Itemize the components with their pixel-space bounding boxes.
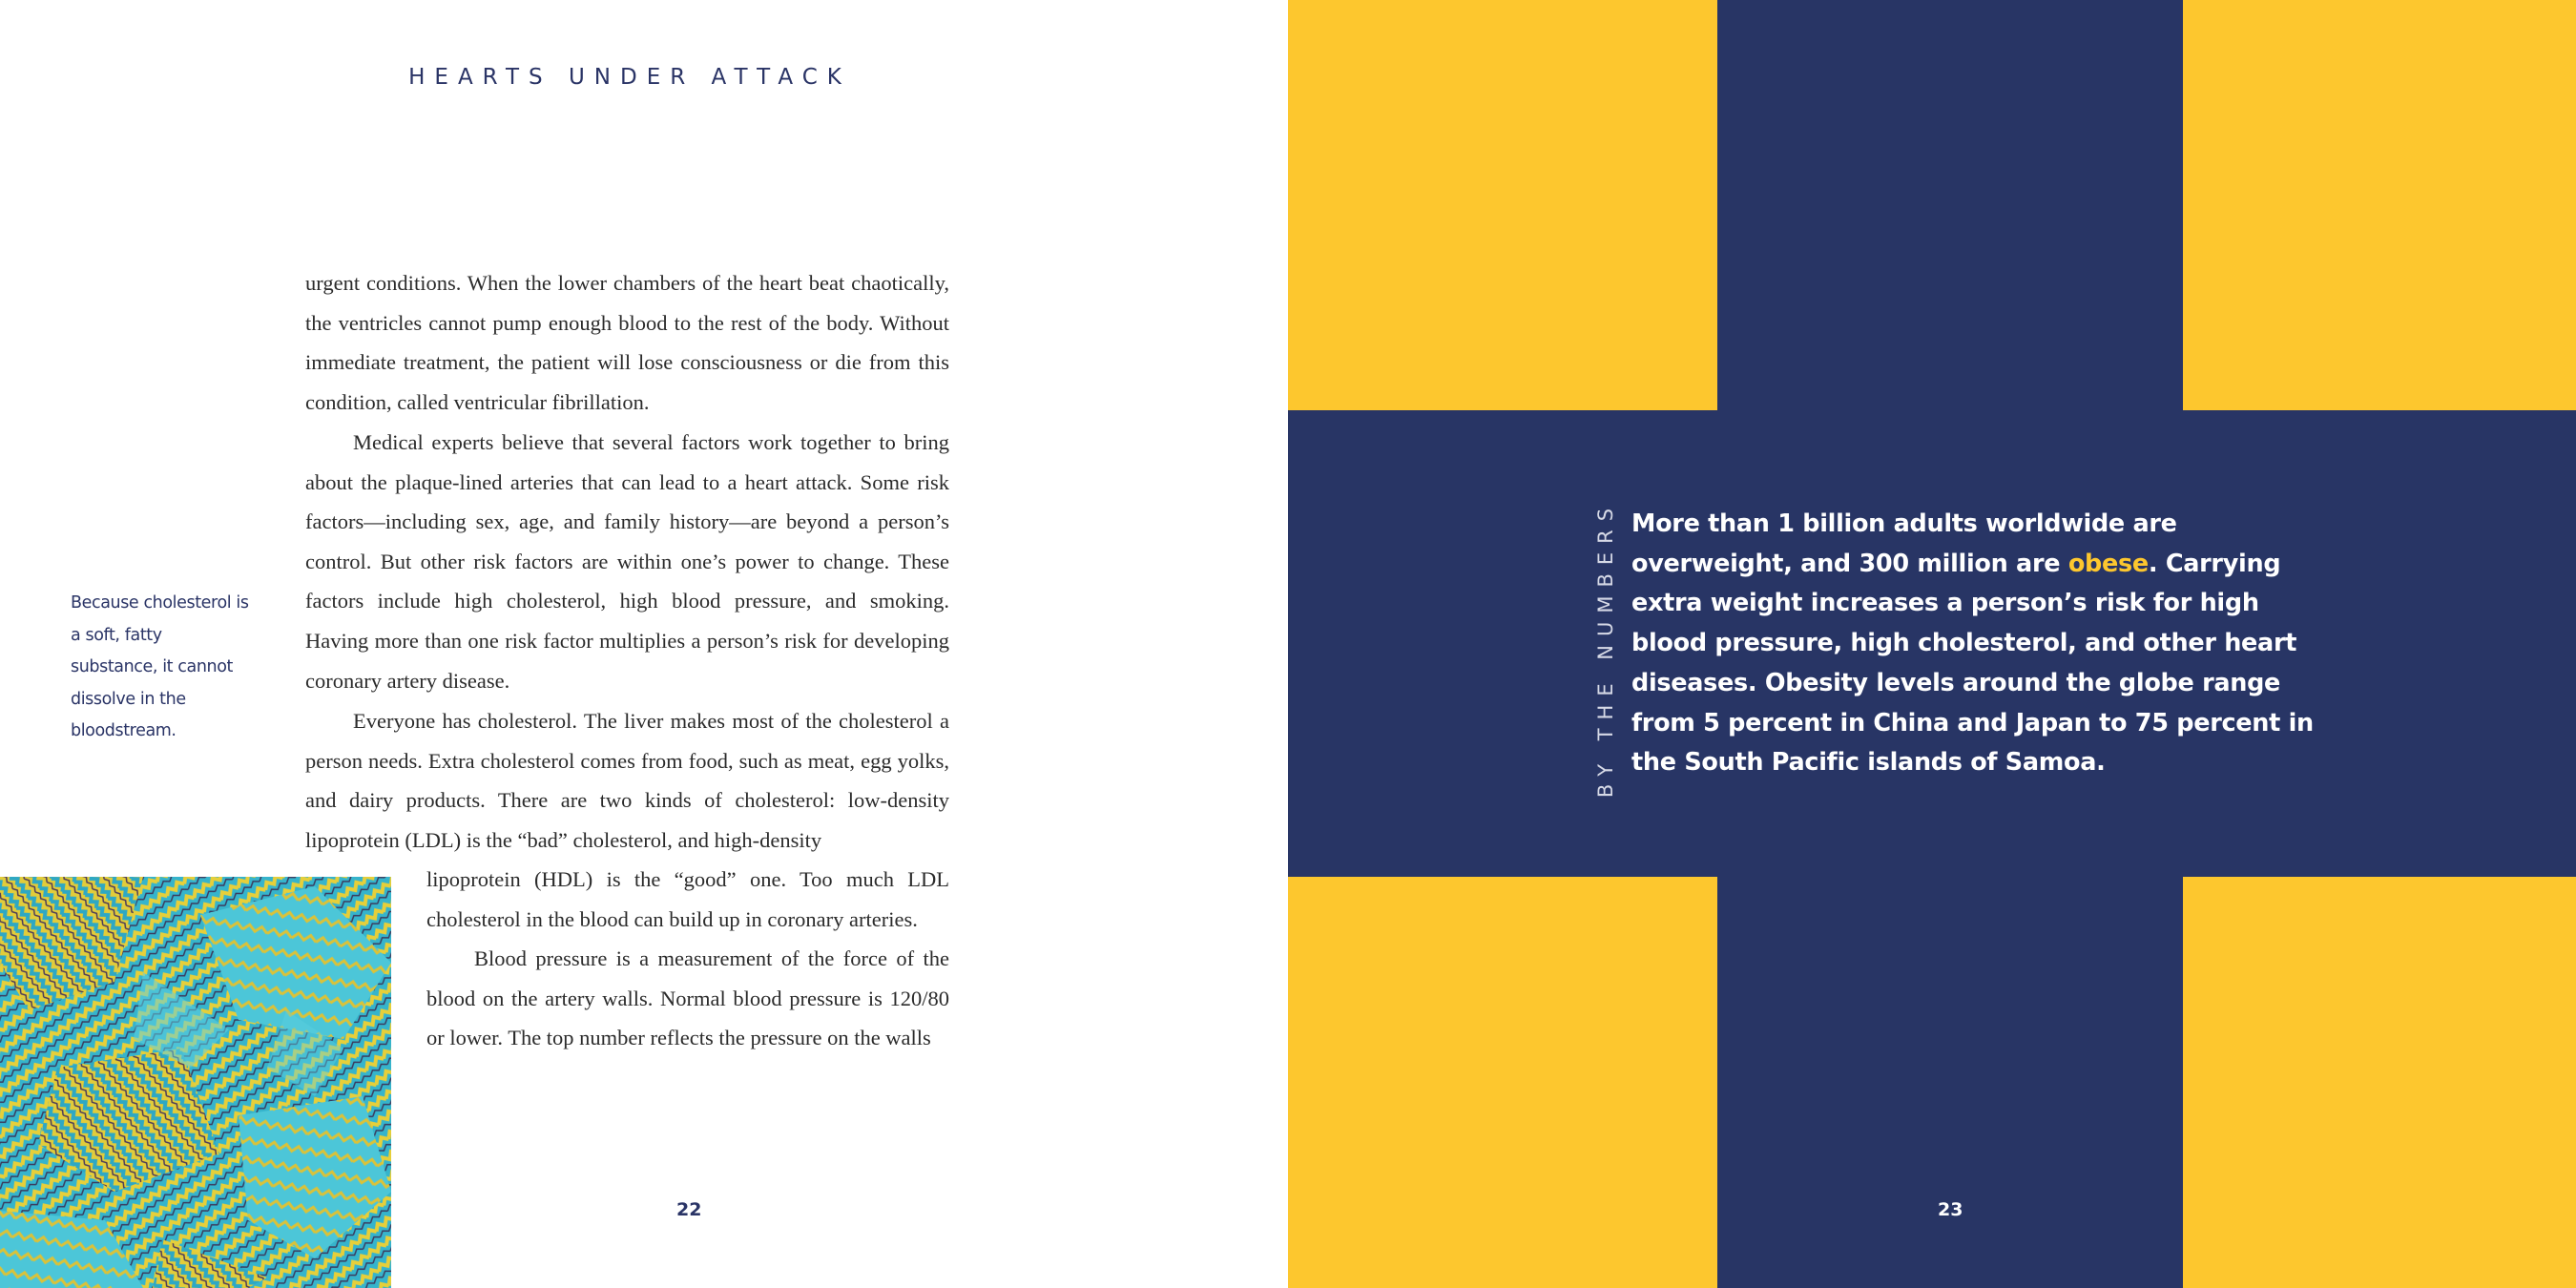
by-the-numbers-text: BY THE NUMBERS xyxy=(1594,499,1617,799)
statistic-text-start: More than 1 billion adults worldwide are overweight, and 300 million are xyxy=(1631,509,2177,578)
page-number-left: 22 xyxy=(676,1199,702,1220)
page-number-right: 23 xyxy=(1938,1199,1963,1220)
highlight-word-obese: obese xyxy=(2067,549,2149,578)
body-paragraph-2: Medical experts believe that several factors work together to bring about the plaque-lined arteries that can lead to a heart attack. Some risk factors—including sex, age, and family history—are beyond a person’s control. But other risk factors are within one’s power to change. These factors include high cholesterol, high blood pressure, and smoking. Having more than one risk factor multiplies a person’s risk for developing coronary artery disease. xyxy=(305,430,949,693)
sidenote-caption: Because cholesterol is a soft, fatty substance, it cannot dissolve in the bloodstream. xyxy=(71,593,249,740)
cholesterol-crystal-photo xyxy=(0,877,391,1288)
body-paragraph-3: Everyone has cholesterol. The liver makes most of the cholesterol a person needs. Extra cholesterol comes from food, such as meat, egg yolks, and dairy products. There are two kinds of cholesterol: low-density lipoprotein (LDL) is the “bad” cholesterol, and high-density xyxy=(305,709,949,852)
running-head: HEARTS UNDER ATTACK xyxy=(408,65,851,90)
body-paragraph-1: urgent conditions. When the lower chambers of the heart beat chaotically, the ventricles cannot pump enough blood to the rest of the body. Without immediate treatment, the patient will lose consciousness or die from this condition, called ventricular fibrillation. xyxy=(305,271,949,414)
statistic-text xyxy=(1631,505,2337,783)
statistic-text-end: . Carrying extra weight increases a person’s risk for high blood pressure, high cholesterol, and other heart diseases. Obesity levels around the globe range from 5 percent in China and Japan to 75 percent in the South Pacific islands of Samoa. xyxy=(1631,549,2314,778)
body-paragraph-4: Blood pressure is a measurement of the force of the blood on the artery walls. Normal blood pressure is 120/80 or lower. The top number reflects the pressure on the walls xyxy=(426,946,949,1050)
body-paragraph-3-continued: lipoprotein (HDL) is the “good” one. Too much LDL cholesterol in the blood can build up in coronary arteries. xyxy=(426,867,949,931)
